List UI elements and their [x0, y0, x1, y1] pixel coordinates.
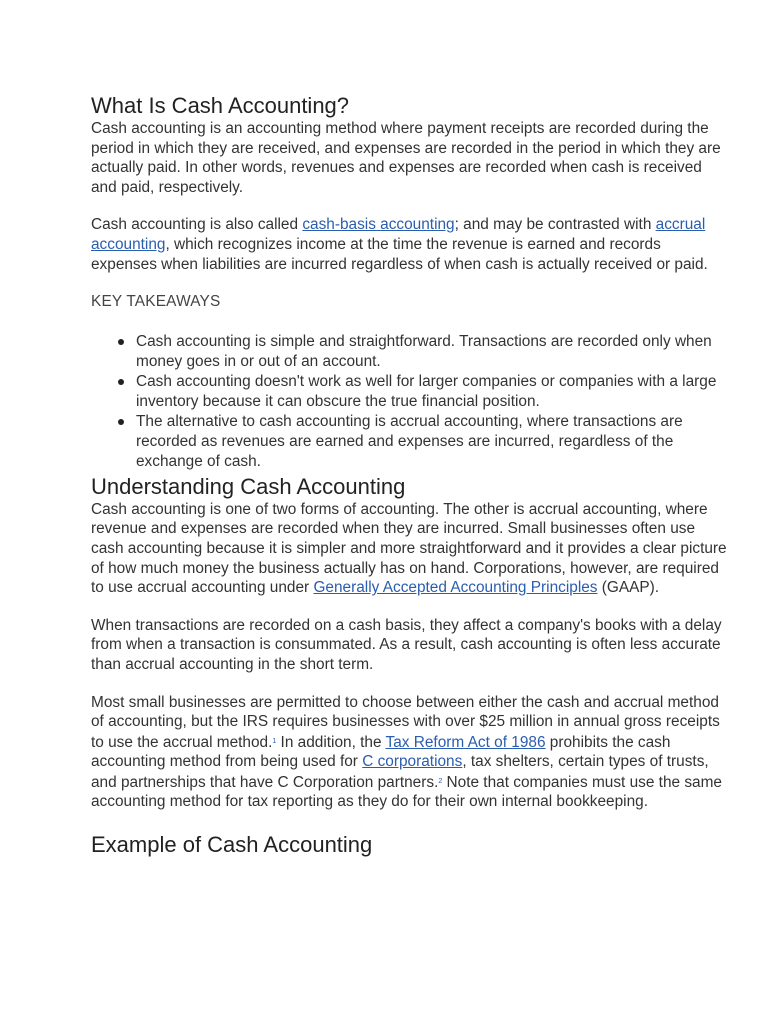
paragraph-small-businesses: Most small businesses are permitted to choose between either the cash and accrual method of accounting, but the IRS requires businesses with over $25 million in annual gross receipts to use the accrual method.$^1$ In addition, the Tax Reform Act of 1986 prohibits the cash accounting method from being used for C corporations, tax shelters, certain types of trusts, and partnerships that have C Corporation partners.$^2$ Note that companies must use the same accounting method for tax reporting as they do for their own internal bookkeeping. [91, 693, 722, 811]
heading-what-is-cash-accounting: What Is Cash Accounting? [91, 93, 350, 118]
link-cash-basis-accounting[interactable]: cash-basis accounting [302, 216, 455, 234]
paragraph-also-called: Cash accounting is also called cash-basis accounting; and may be contrasted with accrual accounting, which recognizes income at the time the revenue is earned and records expenses when liabilities are incurred regardless of when cash is actually received or paid. [91, 216, 708, 273]
link-c-corporations[interactable]: C corporations [362, 753, 463, 771]
heading-example-of-cash-accounting: Example of Cash Accounting [91, 832, 373, 858]
heading-understanding-cash-accounting: Understanding Cash Accounting [91, 473, 406, 499]
footnote-1[interactable]: 1 [272, 737, 277, 745]
paragraph-definition: Cash accounting is an accounting method where payment receipts are recorded during the period in which they are received, and expenses are recorded in the period in which they are actually paid. In other words, revenues and expenses are recorded when cash is received and paid, respectively. [91, 120, 721, 196]
link-accrual-accounting[interactable]: accrual accounting [91, 216, 706, 253]
link-tax-reform-act-1986[interactable]: Tax Reform Act of 1986 [385, 733, 546, 751]
link-gaap[interactable]: Generally Accepted Accounting Principles [313, 579, 598, 597]
footnote-2[interactable]: 2 [438, 777, 443, 785]
list-item: Cash accounting is simple and straightforward. Transactions are recorded only when money goes in or out of an account. [136, 332, 728, 372]
list-item: Cash accounting doesn't work as well for larger companies or companies with a large inventory because it can obscure the true financial position. [136, 372, 728, 412]
key-takeaways-list [91, 332, 728, 472]
list-item: The alternative to cash accounting is accrual accounting, where transactions are recorded as revenues are earned and expenses are incurred, regardless of the exchange of cash. [136, 412, 728, 472]
paragraph-cash-basis-delay: When transactions are recorded on a cash basis, they affect a company's books with a delay from when a transaction is consummated. As a result, cash accounting is often less accurate than accrual accounting in the short term. [91, 616, 722, 673]
key-takeaways-title: KEY TAKEAWAYS [91, 293, 221, 311]
paragraph-two-forms: Cash accounting is one of two forms of accounting. The other is accrual accounting, where revenue and expenses are recorded when they are incurred. Small businesses often use cash accounting because it is simpler and more straightforward and it provides a clear picture of how much money the business actually has on hand. Corporations, however, are required to use accrual accounting under Generally Accepted Accounting Principles (GAAP). [91, 500, 727, 597]
